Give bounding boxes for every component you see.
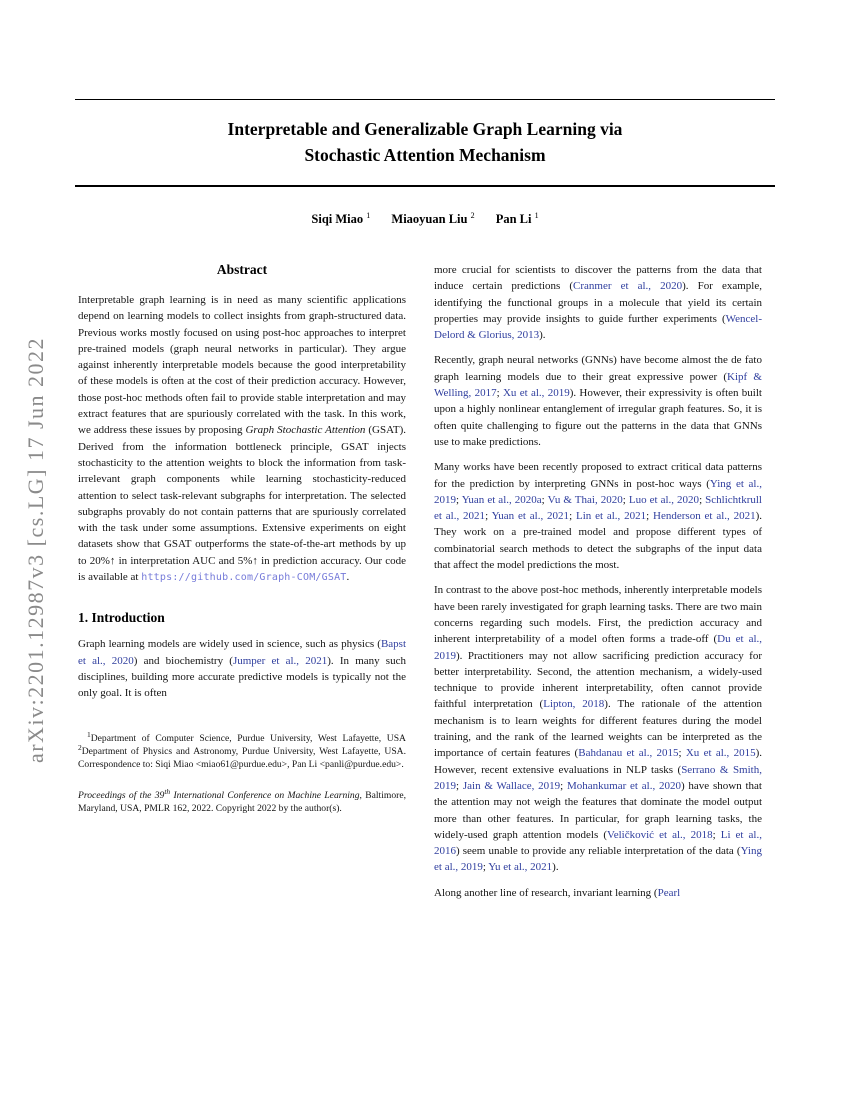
paper-title-line2: Stochastic Attention Mechanism <box>304 145 546 165</box>
author-name: Siqi Miao $^1$ <box>311 210 371 226</box>
text-segment: th <box>164 786 171 796</box>
text-segment: ). They work on a pre-trained model and propose different types of combinatorial search methods to detect the subgraphs of the input data that affect the model predictions the most. <box>434 510 763 572</box>
citation-link[interactable]: Yuan et al., 2020a <box>461 493 542 506</box>
citation-link[interactable]: Jumper et al., 2021 <box>232 654 328 667</box>
author-affiliation-mark: 1 <box>366 210 371 220</box>
text-segment: (GSAT). Derived from the information bottleneck principle, GSAT injects stochasticity to the attention weights to block the information from task-irrelevant graph components while learning stochasticity-reduced attention to select task-relevant subgraphs for interpretation. The selected subgraphs provably do not contain patterns that are spuriously correlated with the task under some assumptions. Extensive experiments on eight datasets show that GSAT outperforms the state-of-the-art methods by up to 20%↑ in interpretation AUC and 5%↑ in prediction accuracy. Our code is available at <box>78 424 406 584</box>
citation-link[interactable]: Veličković et al., 2018 <box>606 828 713 841</box>
citation-link[interactable]: Ying et al., 2019 <box>434 477 762 506</box>
citation-link[interactable]: Mohankumar et al., 2020 <box>567 779 681 792</box>
citation-link[interactable]: Henderson et al., 2021 <box>653 510 756 523</box>
citation-link[interactable]: Bapst et al., 2020 <box>78 638 406 667</box>
text-segment: ). In many such disciplines, building more accurate predictive models is typically not the only goal. It is often <box>78 654 406 700</box>
paragraph <box>434 352 762 450</box>
citation-link[interactable]: Xu et al., 2019 <box>502 387 570 400</box>
abstract-text <box>78 292 406 586</box>
paragraph <box>434 459 762 573</box>
citation-link[interactable]: Li et al., 2016 <box>434 828 762 858</box>
text-segment: Department of Physics and Astronomy, Purdue University, West Lafayette, USA. Correspondence to: Siqi Miao <miao61@purdue.edu>, Pan Li <panli@purdue.edu>. <box>78 745 406 770</box>
text-segment: ; <box>482 861 489 874</box>
citation-link[interactable]: Yu et al., 2021 <box>488 861 553 874</box>
text-segment: Along another line of research, invariant learning ( <box>434 886 658 899</box>
text-segment: ; <box>541 493 548 506</box>
text-segment: ; <box>485 510 492 523</box>
paper-title-line1: Interpretable and Generalizable Graph Learning via <box>227 119 623 139</box>
text-segment: 2 <box>78 742 82 752</box>
text-segment: ). The rationale of the attention mechanism is to learn weights for different features during the model training, and the rank of the learned weights can be interpreted as the importance of certain features ( <box>434 698 762 760</box>
text-segment: ; <box>456 779 463 792</box>
paragraph <box>434 885 762 901</box>
text-segment: Interpretable graph learning is in need as many scientific applications depend on learning models to collect insights from graph-structured data. Previous works mostly focused on using post-hoc approaches to interpret pre-trained models (graph neural networks in particular). They argue against inherently interpretable models because the good interpretability of these models is often at the cost of their prediction accuracy. However, those post-hoc methods often fail to provide stable interpretation and may extract features that are spuriously correlated with the task. In this work, we address these issues by proposing <box>78 294 406 437</box>
intro-paragraph <box>78 636 406 701</box>
right-column <box>434 262 762 901</box>
text-segment: ; <box>456 493 462 506</box>
text-segment: Graph learning models are widely used in science, such as physics ( <box>78 638 381 651</box>
citation-link[interactable]: Jain & Wallace, 2019 <box>462 779 561 792</box>
code-url-link[interactable]: https://github.com/Graph-COM/GSAT <box>141 572 347 584</box>
section-heading-introduction: 1. Introduction <box>78 610 165 626</box>
left-column <box>78 262 406 815</box>
abstract-heading: Abstract <box>216 262 268 277</box>
proceedings-notice <box>78 786 407 815</box>
text-segment: Proceedings of the 39 <box>78 789 165 801</box>
text-segment: ). However, recent extensive evaluations in NLP tasks ( <box>434 747 762 776</box>
author-affiliation-footnote <box>78 729 406 771</box>
text-segment: ). Practitioners may not allow sacrificing prediction accuracy for better interpretability. Second, the attention mechanism, a widely-used technique to provide inherent interpretability, often cannot provide faithful interpretation ( <box>434 649 762 711</box>
citation-link[interactable]: Yuan et al., 2021 <box>491 510 570 523</box>
text-segment: ; <box>569 510 576 523</box>
text-segment: ) have shown that the attention may not weigh the features that dominate the model output more than other features. In particular, for graph learning tasks, the widely-used graph attention models ( <box>434 779 762 841</box>
text-segment: ) seem unable to provide any reliable interpretation of the data ( <box>456 845 741 858</box>
citation-link[interactable]: Luo et al., 2020 <box>628 493 700 506</box>
text-segment: ; <box>678 747 686 760</box>
text-segment: ; <box>496 387 503 400</box>
citation-link[interactable]: Cranmer et al., 2020 <box>573 280 683 293</box>
author-name: Pan Li $^1$ <box>495 210 539 226</box>
text-segment: ) and biochemistry ( <box>133 654 233 667</box>
citation-link[interactable]: Bahdanau et al., 2015 <box>578 747 679 760</box>
citation-link[interactable]: Ying et al., 2019 <box>434 845 762 874</box>
text-segment: ). For example, identifying the functional groups in a molecule that yield its certain properties may provide insights to guide further experiments ( <box>434 280 762 325</box>
text-segment: 1 <box>87 729 91 739</box>
text-segment: . <box>346 571 350 584</box>
text-segment: ; <box>560 779 567 792</box>
citation-link[interactable]: Vu & Thai, 2020 <box>547 493 623 506</box>
text-segment: more crucial for scientists to discover the patterns from the data that induce certain predictions ( <box>434 264 762 293</box>
citation-link[interactable]: Lin et al., 2021 <box>575 510 647 523</box>
text-segment: ; <box>712 828 721 841</box>
text-segment: In contrast to the above post-hoc methods, inherently interpretable models have been rarely investigated for graph learning tasks. There are two main concerns regarding such models. First, the prediction accuracy and inherent interpretability of a model often forms a trade-off ( <box>434 584 762 646</box>
text-segment: ). <box>539 329 546 342</box>
author-affiliation-mark: 2 <box>470 210 475 220</box>
citation-link[interactable]: Lipton, 2018 <box>543 698 605 711</box>
paragraph <box>434 262 762 343</box>
text-segment: Graph Stochastic Attention <box>245 424 366 437</box>
title-rule-bottom <box>75 185 775 187</box>
author-name: Miaoyuan Liu $^2$ <box>391 210 475 226</box>
citation-link[interactable]: Schlichtkrull et al., 2021 <box>434 493 762 523</box>
citation-link[interactable]: Pearl <box>657 886 681 899</box>
text-segment: Many works have been recently proposed to extract critical data patterns for the prediction by interpreting GNNs in post-hoc ways ( <box>434 461 762 490</box>
citation-link[interactable]: Xu et al., 2015 <box>685 747 756 760</box>
author-affiliation-mark: 1 <box>534 210 539 220</box>
arxiv-watermark: arXiv:2201.12987v3 [cs.LG] 17 Jun 2022 <box>23 336 48 764</box>
citation-link[interactable]: Serrano & Smith, 2019 <box>434 763 762 792</box>
paragraph <box>434 582 762 875</box>
text-segment: International Conference on Machine Learning <box>170 789 360 801</box>
citation-link[interactable]: Du et al., 2019 <box>434 633 763 662</box>
citation-link[interactable]: Kipf & Welling, 2017 <box>434 370 762 400</box>
title-rule-top <box>75 99 775 100</box>
text-segment: ; <box>622 493 629 506</box>
text-segment: ). <box>552 861 559 874</box>
author-list <box>0 212 850 227</box>
text-segment: , Baltimore, Maryland, USA, PMLR 162, 2022. Copyright 2022 by the author(s). <box>78 789 407 814</box>
text-segment: ). However, their expressivity is often built upon a highly nonlinear entanglement of irregular graph features. So, it is often quite challenging to figure out the patterns in the data that GNNs use to make predictions. <box>434 387 762 448</box>
citation-link[interactable]: Wencel-Delord & Glorius, 2013 <box>434 312 762 342</box>
text-segment: Department of Computer Science, Purdue University, West Lafayette, USA <box>90 732 406 744</box>
text-segment: Recently, graph neural networks (GNNs) have become almost the de fato graph learning models due to their great expressive power ( <box>434 354 762 383</box>
text-segment: ; <box>646 510 654 523</box>
paper-title <box>0 116 850 168</box>
text-segment: ; <box>699 493 706 506</box>
